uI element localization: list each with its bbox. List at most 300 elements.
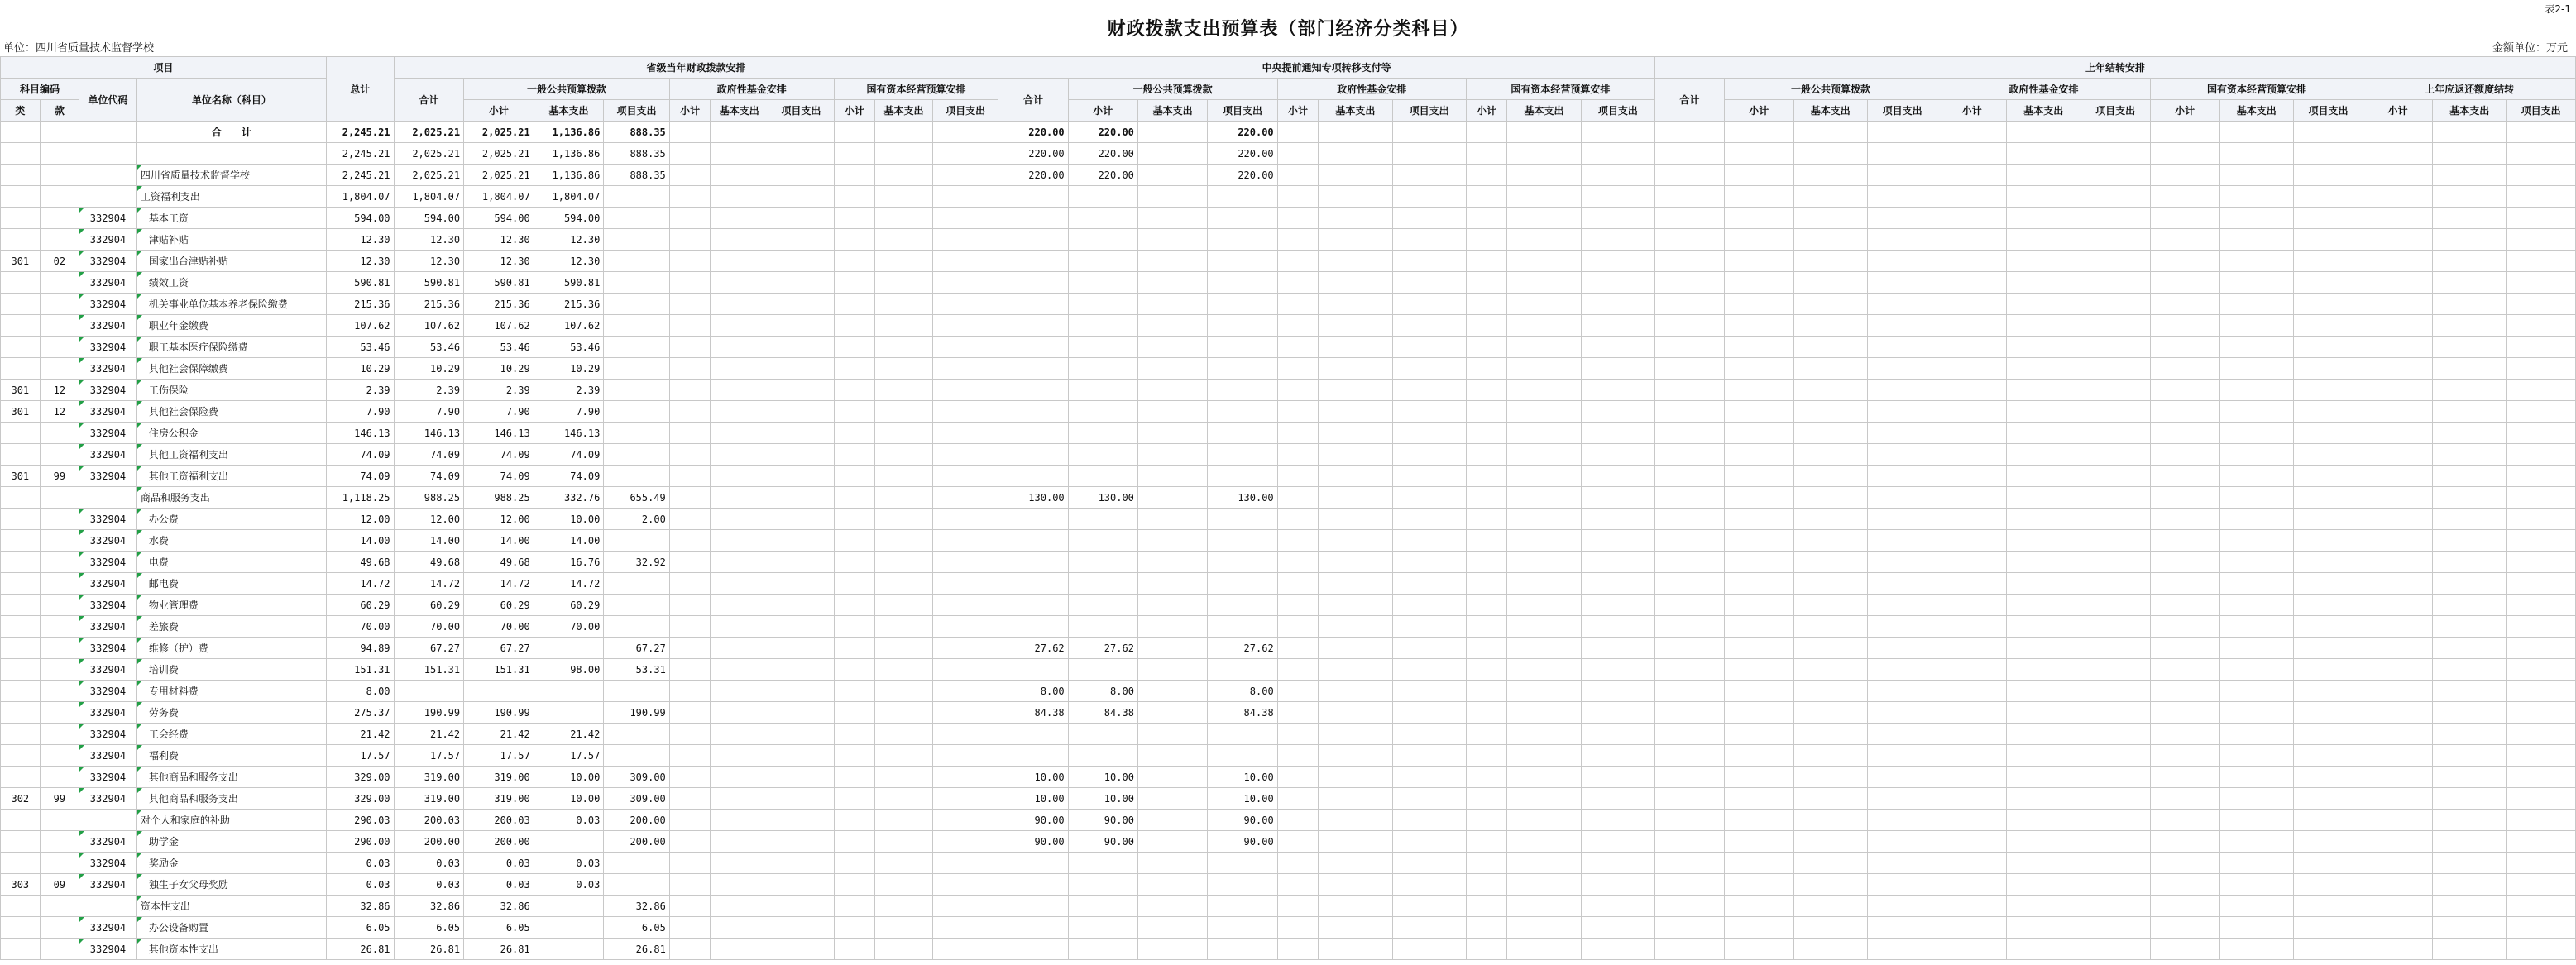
g1-fund-subtotal-cell	[669, 444, 711, 466]
g2-total-cell	[998, 939, 1068, 960]
empty-cell	[2293, 917, 2363, 939]
empty-cell	[1867, 896, 1937, 917]
total-cell: 70.00	[326, 616, 394, 638]
table-row	[1, 702, 2576, 724]
empty-cell	[1392, 573, 1466, 595]
empty-cell	[1867, 767, 1937, 788]
empty-cell	[1937, 315, 2007, 337]
empty-cell	[1724, 487, 1793, 509]
g1-fund-subtotal-cell	[669, 810, 711, 831]
unit-name-cell: 其他商品和服务支出	[136, 767, 326, 788]
empty-cell	[2080, 444, 2150, 466]
class-code-cell	[1, 229, 41, 251]
empty-cell	[1654, 487, 1724, 509]
empty-cell	[1319, 573, 1392, 595]
empty-cell	[1277, 401, 1319, 423]
g1-fund-basic-cell	[711, 810, 768, 831]
g1-general-basic-cell: 60.29	[534, 595, 604, 616]
g1-general-project-cell	[604, 401, 669, 423]
empty-cell	[1466, 380, 1507, 401]
g2-general-basic-cell	[1137, 294, 1207, 315]
g1-capital-project-cell	[932, 423, 998, 444]
empty-cell	[1507, 702, 1581, 724]
central-transfer-header: 中央提前通知专项转移支付等	[998, 57, 1655, 79]
g1-general-basic-cell: 17.57	[534, 745, 604, 767]
empty-cell	[2363, 380, 2433, 401]
empty-cell	[2080, 294, 2150, 315]
empty-cell	[2007, 638, 2080, 659]
empty-cell	[2293, 681, 2363, 702]
empty-cell	[1724, 917, 1793, 939]
g1-general-subtotal-cell: 2,025.21	[464, 122, 534, 143]
g1-capital-subtotal-cell	[834, 272, 875, 294]
empty-cell	[2007, 896, 2080, 917]
empty-cell	[1654, 530, 1724, 552]
g1-capital-subtotal-cell	[834, 702, 875, 724]
empty-cell	[2363, 896, 2433, 917]
unit-name-cell: 资本性支出	[136, 896, 326, 917]
empty-cell	[2293, 208, 2363, 229]
unit-name-cell: 基本工资	[136, 208, 326, 229]
empty-cell	[1319, 380, 1392, 401]
empty-cell	[2433, 939, 2507, 960]
empty-cell	[2363, 767, 2433, 788]
class-code-cell	[1, 853, 41, 874]
unit-name-cell: 工会经费	[136, 724, 326, 745]
g1-capital-project-cell	[932, 315, 998, 337]
basic-expense-header: 基本支出	[1319, 100, 1392, 122]
empty-cell	[2219, 831, 2293, 853]
empty-cell	[1319, 939, 1392, 960]
empty-cell	[2433, 251, 2507, 272]
g1-capital-project-cell	[932, 272, 998, 294]
g1-general-project-cell	[604, 251, 669, 272]
g1-capital-basic-cell	[875, 939, 933, 960]
g2-general-basic-cell	[1137, 939, 1207, 960]
unit-name-cell: 国家出台津贴补贴	[136, 251, 326, 272]
empty-cell	[2080, 337, 2150, 358]
total-cell: 594.00	[326, 208, 394, 229]
g1-capital-subtotal-cell	[834, 853, 875, 874]
project-expense-header: 项目支出	[2293, 100, 2363, 122]
empty-cell	[2080, 595, 2150, 616]
g1-capital-project-cell	[932, 810, 998, 831]
g2-general-basic-cell	[1137, 659, 1207, 681]
empty-cell	[1654, 380, 1724, 401]
g1-general-basic-cell: 98.00	[534, 659, 604, 681]
g1-general-basic-cell: 107.62	[534, 315, 604, 337]
empty-cell	[1937, 702, 2007, 724]
g1-total-cell: 151.31	[394, 659, 464, 681]
g1-fund-project-cell	[768, 466, 834, 487]
g1-capital-subtotal-cell	[834, 573, 875, 595]
empty-cell	[2433, 745, 2507, 767]
empty-cell	[1867, 444, 1937, 466]
empty-cell	[1724, 853, 1793, 874]
empty-cell	[2293, 939, 2363, 960]
g2-general-project-cell	[1208, 315, 1277, 337]
empty-cell	[1581, 616, 1654, 638]
empty-cell	[2363, 487, 2433, 509]
empty-cell	[1937, 831, 2007, 853]
unit-name-cell: 机关事业单位基本养老保险缴费	[136, 294, 326, 315]
unit-code-cell	[79, 810, 137, 831]
g1-general-project-cell: 2.00	[604, 509, 669, 530]
empty-cell	[2363, 659, 2433, 681]
empty-cell	[2293, 272, 2363, 294]
empty-cell	[1581, 530, 1654, 552]
total-cell: 329.00	[326, 767, 394, 788]
g2-general-project-cell	[1208, 552, 1277, 573]
basic-expense-header: 基本支出	[1507, 100, 1581, 122]
empty-cell	[1392, 423, 1466, 444]
g1-capital-subtotal-cell	[834, 165, 875, 186]
empty-cell	[2507, 831, 2576, 853]
empty-cell	[2433, 444, 2507, 466]
empty-cell	[1793, 294, 1867, 315]
empty-cell	[2219, 530, 2293, 552]
empty-cell	[2080, 251, 2150, 272]
g1-capital-subtotal-cell	[834, 337, 875, 358]
total-cell: 8.00	[326, 681, 394, 702]
empty-cell	[1937, 358, 2007, 380]
class-code-cell	[1, 939, 41, 960]
empty-cell	[1793, 401, 1867, 423]
empty-cell	[1724, 401, 1793, 423]
empty-cell	[1277, 745, 1319, 767]
empty-cell	[1581, 401, 1654, 423]
empty-cell	[1654, 702, 1724, 724]
g2-general-project-cell: 10.00	[1208, 788, 1277, 810]
empty-cell	[2150, 552, 2219, 573]
empty-cell	[2007, 659, 2080, 681]
empty-cell	[1392, 251, 1466, 272]
empty-cell	[2080, 401, 2150, 423]
empty-cell	[1793, 853, 1867, 874]
empty-cell	[2507, 423, 2576, 444]
empty-cell	[1466, 487, 1507, 509]
g1-fund-project-cell	[768, 251, 834, 272]
g2-general-project-cell	[1208, 251, 1277, 272]
g1-capital-subtotal-cell	[834, 896, 875, 917]
g1-total-cell: 10.29	[394, 358, 464, 380]
empty-cell	[2007, 595, 2080, 616]
g1-fund-subtotal-cell	[669, 552, 711, 573]
g1-capital-project-cell	[932, 917, 998, 939]
empty-cell	[1277, 874, 1319, 896]
g2-total-cell	[998, 853, 1068, 874]
empty-cell	[1793, 745, 1867, 767]
empty-cell	[2507, 917, 2576, 939]
subtotal-header: 小计	[669, 100, 711, 122]
empty-cell	[1319, 466, 1392, 487]
empty-cell	[1392, 853, 1466, 874]
g1-fund-basic-cell	[711, 272, 768, 294]
empty-cell	[1466, 358, 1507, 380]
empty-cell	[2363, 573, 2433, 595]
empty-cell	[1793, 681, 1867, 702]
empty-cell	[2433, 552, 2507, 573]
empty-cell	[1319, 315, 1392, 337]
empty-cell	[2150, 229, 2219, 251]
empty-cell	[2007, 122, 2080, 143]
empty-cell	[1277, 595, 1319, 616]
g2-total-cell	[998, 208, 1068, 229]
table-row	[1, 423, 2576, 444]
g1-fund-project-cell	[768, 552, 834, 573]
g1-total-cell: 74.09	[394, 444, 464, 466]
g1-capital-basic-cell	[875, 573, 933, 595]
g1-capital-basic-cell	[875, 122, 933, 143]
g1-capital-project-cell	[932, 552, 998, 573]
section-code-cell	[40, 573, 79, 595]
class-code-cell	[1, 767, 41, 788]
g1-general-basic-cell: 594.00	[534, 208, 604, 229]
g2-general-basic-cell	[1137, 358, 1207, 380]
empty-cell	[1654, 444, 1724, 466]
g1-fund-subtotal-cell	[669, 595, 711, 616]
section-code-cell	[40, 810, 79, 831]
empty-cell	[1867, 165, 1937, 186]
g2-general-subtotal-cell: 220.00	[1068, 143, 1137, 165]
empty-cell	[1793, 530, 1867, 552]
empty-cell	[1867, 659, 1937, 681]
empty-cell	[1654, 616, 1724, 638]
empty-cell	[2150, 530, 2219, 552]
g2-general-basic-cell	[1137, 423, 1207, 444]
g2-general-subtotal-cell	[1068, 380, 1137, 401]
unit-name-cell: 其他资本性支出	[136, 939, 326, 960]
empty-cell	[2433, 509, 2507, 530]
g1-fund-basic-cell	[711, 401, 768, 423]
empty-cell	[2080, 638, 2150, 659]
empty-cell	[2363, 229, 2433, 251]
total-cell: 12.00	[326, 509, 394, 530]
empty-cell	[1277, 122, 1319, 143]
unit-code-cell: 332904	[79, 702, 137, 724]
g1-capital-subtotal-cell	[834, 208, 875, 229]
g1-fund-project-cell	[768, 939, 834, 960]
g1-general-basic-cell: 12.30	[534, 229, 604, 251]
g1-general-subtotal-cell: 21.42	[464, 724, 534, 745]
empty-cell	[1867, 853, 1937, 874]
empty-cell	[1724, 831, 1793, 853]
empty-cell	[1724, 509, 1793, 530]
empty-cell	[2293, 896, 2363, 917]
empty-cell	[2007, 229, 2080, 251]
g1-total-header: 合计	[394, 79, 464, 122]
empty-cell	[1867, 530, 1937, 552]
subtotal-header: 小计	[1068, 100, 1137, 122]
empty-cell	[2363, 401, 2433, 423]
class-code-cell: 302	[1, 788, 41, 810]
g1-total-cell: 146.13	[394, 423, 464, 444]
g1-capital-basic-cell	[875, 874, 933, 896]
empty-cell	[1867, 272, 1937, 294]
empty-cell	[2293, 122, 2363, 143]
section-code-cell	[40, 186, 79, 208]
empty-cell	[1581, 939, 1654, 960]
g1-fund-project-cell	[768, 874, 834, 896]
table-row	[1, 165, 2576, 186]
empty-cell	[2150, 917, 2219, 939]
class-code-cell	[1, 509, 41, 530]
g1-general-project-cell	[604, 229, 669, 251]
class-code-cell	[1, 143, 41, 165]
g2-total-cell: 220.00	[998, 165, 1068, 186]
g1-total-cell: 319.00	[394, 788, 464, 810]
empty-cell	[2007, 208, 2080, 229]
g1-capital-subtotal-cell	[834, 466, 875, 487]
empty-cell	[2293, 853, 2363, 874]
empty-cell	[1581, 896, 1654, 917]
empty-cell	[1277, 294, 1319, 315]
total-cell: 32.86	[326, 896, 394, 917]
g1-fund-basic-cell	[711, 208, 768, 229]
g1-general-project-cell: 888.35	[604, 122, 669, 143]
amount-unit-label: 金额单位：万元	[2492, 42, 2568, 55]
g1-capital-project-cell	[932, 186, 998, 208]
g1-total-cell: 7.90	[394, 401, 464, 423]
empty-cell	[1724, 767, 1793, 788]
empty-cell	[2007, 186, 2080, 208]
empty-cell	[2433, 358, 2507, 380]
empty-cell	[1937, 487, 2007, 509]
empty-cell	[1392, 401, 1466, 423]
g2-general-basic-cell	[1137, 272, 1207, 294]
empty-cell	[1466, 466, 1507, 487]
g1-capital-basic-cell	[875, 788, 933, 810]
g1-fund-header: 政府性基金安排	[669, 79, 834, 100]
g2-total-cell: 84.38	[998, 702, 1068, 724]
section-code-cell	[40, 724, 79, 745]
empty-cell	[2507, 509, 2576, 530]
empty-cell	[1724, 272, 1793, 294]
empty-cell	[1507, 767, 1581, 788]
g2-general-basic-cell	[1137, 896, 1207, 917]
g1-capital-project-cell	[932, 122, 998, 143]
class-code-cell	[1, 810, 41, 831]
g1-capital-project-cell	[932, 681, 998, 702]
empty-cell	[2363, 423, 2433, 444]
empty-cell	[1466, 917, 1507, 939]
unit-name-cell: 水费	[136, 530, 326, 552]
g2-general-project-cell	[1208, 874, 1277, 896]
empty-cell	[2293, 724, 2363, 745]
subtotal-header: 小计	[1937, 100, 2007, 122]
empty-cell	[2219, 788, 2293, 810]
empty-cell	[2219, 874, 2293, 896]
basic-expense-header: 基本支出	[1793, 100, 1867, 122]
section-code-cell	[40, 552, 79, 573]
g1-fund-basic-cell	[711, 573, 768, 595]
class-code-cell	[1, 831, 41, 853]
empty-cell	[2080, 939, 2150, 960]
empty-cell	[2433, 767, 2507, 788]
g1-capital-subtotal-cell	[834, 315, 875, 337]
g2-total-cell	[998, 272, 1068, 294]
empty-cell	[2293, 294, 2363, 315]
class-code-cell: 303	[1, 874, 41, 896]
g1-general-project-cell	[604, 724, 669, 745]
section-code-cell	[40, 358, 79, 380]
empty-cell	[1507, 358, 1581, 380]
g1-fund-basic-cell	[711, 702, 768, 724]
empty-cell	[1507, 122, 1581, 143]
g1-general-project-cell	[604, 466, 669, 487]
empty-cell	[2219, 466, 2293, 487]
empty-cell	[1724, 444, 1793, 466]
g1-capital-subtotal-cell	[834, 143, 875, 165]
g1-capital-project-cell	[932, 229, 998, 251]
g2-general-basic-cell	[1137, 165, 1207, 186]
empty-cell	[2150, 444, 2219, 466]
empty-cell	[2433, 917, 2507, 939]
g1-total-cell: 12.30	[394, 229, 464, 251]
basic-expense-header: 基本支出	[1137, 100, 1207, 122]
empty-cell	[2293, 831, 2363, 853]
empty-cell	[1466, 874, 1507, 896]
g1-capital-basic-cell	[875, 917, 933, 939]
g3-fund-header: 政府性基金安排	[1937, 79, 2150, 100]
empty-cell	[1507, 638, 1581, 659]
g2-general-project-cell	[1208, 229, 1277, 251]
empty-cell	[2293, 423, 2363, 444]
unit-code-cell: 332904	[79, 272, 137, 294]
empty-cell	[1392, 874, 1466, 896]
g1-fund-subtotal-cell	[669, 831, 711, 853]
g1-general-project-cell: 26.81	[604, 939, 669, 960]
empty-cell	[2507, 616, 2576, 638]
empty-cell	[2080, 702, 2150, 724]
empty-cell	[2363, 315, 2433, 337]
table-row	[1, 831, 2576, 853]
g1-capital-subtotal-cell	[834, 552, 875, 573]
empty-cell	[2007, 487, 2080, 509]
g1-capital-subtotal-cell	[834, 530, 875, 552]
g2-total-cell	[998, 358, 1068, 380]
g1-capital-basic-cell	[875, 380, 933, 401]
empty-cell	[1867, 251, 1937, 272]
table-row	[1, 229, 2576, 251]
g2-general-basic-cell	[1137, 251, 1207, 272]
empty-cell	[2219, 165, 2293, 186]
empty-cell	[2507, 294, 2576, 315]
section-code-cell	[40, 767, 79, 788]
subtotal-header: 小计	[1277, 100, 1319, 122]
empty-cell	[1724, 143, 1793, 165]
empty-cell	[1793, 466, 1867, 487]
g1-fund-basic-cell	[711, 122, 768, 143]
section-code-cell	[40, 917, 79, 939]
empty-cell	[1793, 272, 1867, 294]
empty-cell	[1392, 186, 1466, 208]
empty-cell	[2363, 186, 2433, 208]
g1-fund-project-cell	[768, 444, 834, 466]
empty-cell	[2507, 122, 2576, 143]
empty-cell	[1654, 917, 1724, 939]
g1-total-cell: 6.05	[394, 917, 464, 939]
unit-code-header: 单位代码	[79, 79, 137, 122]
g1-general-basic-cell: 21.42	[534, 724, 604, 745]
g2-general-basic-cell	[1137, 552, 1207, 573]
empty-cell	[2150, 122, 2219, 143]
unit-name-cell: 福利费	[136, 745, 326, 767]
empty-cell	[1507, 939, 1581, 960]
empty-cell	[2080, 229, 2150, 251]
empty-cell	[1319, 638, 1392, 659]
unit-code-cell: 332904	[79, 358, 137, 380]
